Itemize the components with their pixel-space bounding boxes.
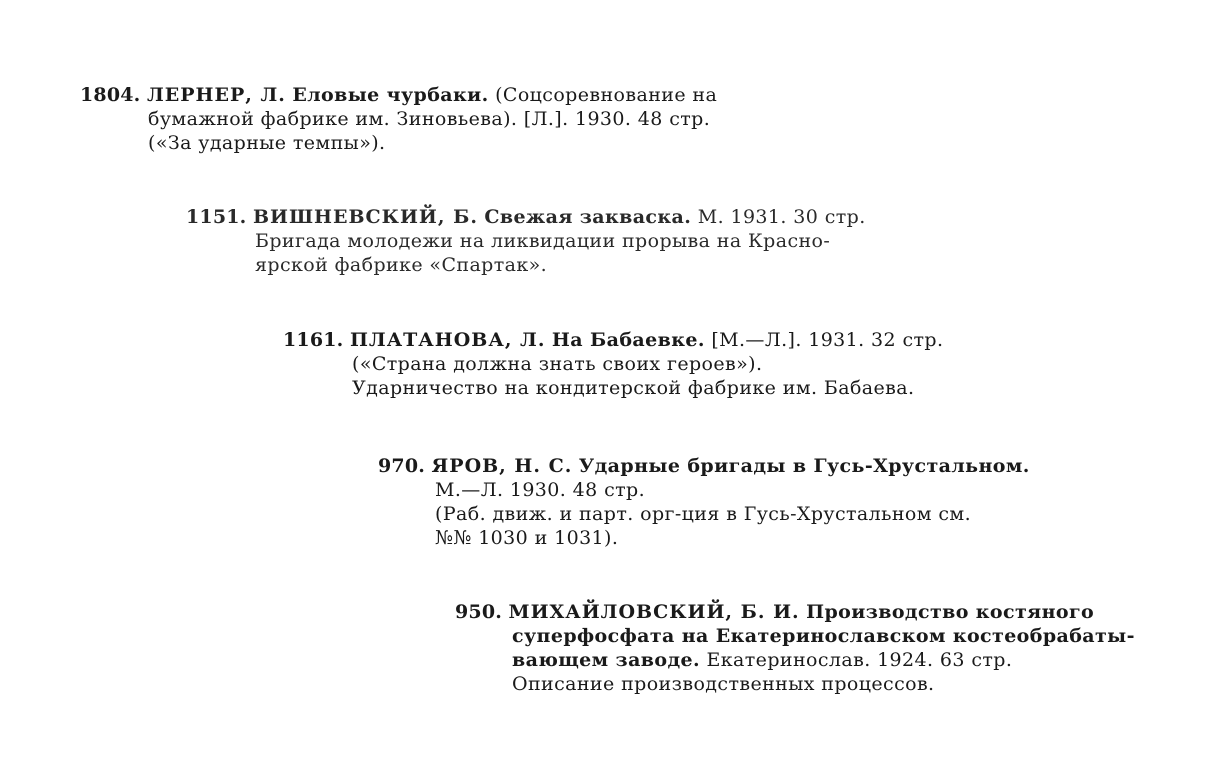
entry-note: (Соцсоревнование на	[495, 84, 718, 106]
entry-title-continued: суперфосфата на Екатеринославском костеобрабаты-	[512, 625, 1135, 647]
entry-number: 1161.	[283, 329, 344, 351]
entry-line: («За ударные темпы»).	[148, 132, 386, 154]
entry-title: Ударные бригады в Гусь-Хрустальном.	[578, 455, 1030, 477]
entry-imprint: Екатеринослав. 1924. 63 стр.	[706, 649, 1013, 671]
entry-line	[80, 83, 717, 107]
entry-line: М.—Л. 1930. 48 стр.	[435, 479, 646, 501]
entry-line: (Раб. движ. и парт. орг-ция в Гусь-Хрустальном см.	[435, 503, 972, 525]
entry-author: ЛЕРНЕР, Л.	[146, 84, 286, 106]
entry-author: ПЛАТАНОВА, Л.	[349, 329, 546, 351]
entry-line	[186, 205, 866, 229]
entry-title: На Бабаевке.	[551, 329, 705, 351]
bibliography-entry-970	[378, 454, 1030, 550]
entry-line	[378, 454, 1030, 478]
entry-line: Бригада молодежи на ликвидации прорыва на Красно-	[255, 230, 831, 252]
entry-title: Еловые чурбаки.	[292, 84, 489, 106]
entry-line: Описание производственных процессов.	[512, 673, 935, 695]
bibliography-entry-1161	[283, 328, 943, 400]
entry-imprint: [М.—Л.]. 1931. 32 стр.	[711, 329, 944, 351]
entry-title-continued: вающем заводе.	[512, 649, 701, 671]
entry-title: Свежая закваска.	[484, 206, 692, 228]
entry-author: ВИШНЕВСКИЙ, Б.	[252, 206, 478, 228]
entry-imprint: М. 1931. 30 стр.	[697, 206, 866, 228]
bibliography-entry-1151	[186, 205, 866, 277]
entry-author: ЯРОВ, Н. С.	[431, 455, 573, 477]
entry-number: 970.	[378, 455, 426, 477]
entry-number: 1151.	[186, 206, 247, 228]
entry-line: ярской фабрике «Спартак».	[255, 254, 548, 276]
entry-author: МИХАЙЛОВСКИЙ, Б. И.	[508, 601, 800, 623]
entry-line	[455, 648, 1135, 672]
entry-line	[283, 328, 943, 352]
entry-title: Производство костяного	[806, 601, 1095, 623]
bibliography-entry-1804	[80, 83, 717, 155]
entry-line: Ударничество на кондитерской фабрике им. Бабаева.	[352, 377, 915, 399]
entry-line	[455, 600, 1135, 624]
entry-line: бумажной фабрике им. Зиновьева). [Л.]. 1930. 48 стр.	[148, 108, 711, 130]
entry-number: 1804.	[80, 84, 141, 106]
entry-line: №№ 1030 и 1031).	[435, 527, 619, 549]
entry-line: («Страна должна знать своих героев»).	[352, 353, 763, 375]
bibliography-entry-950	[455, 600, 1135, 696]
entry-number: 950.	[455, 601, 503, 623]
